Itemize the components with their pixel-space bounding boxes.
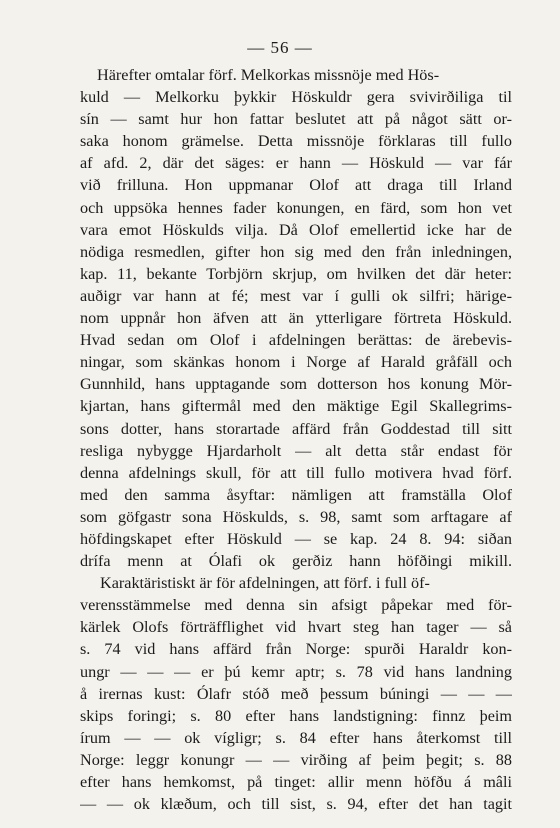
- text-line: resliga nybygge Hjardarholt — alt detta står endast för: [80, 441, 512, 460]
- text-line: við frilluna. Hon uppmanar Olof att draga till Irland: [80, 176, 512, 195]
- text-line: nödiga resmedlen, gifter hon sig med den från inledningen,: [80, 242, 512, 261]
- text-line: verensstämmelse med denna sin afsigt påpekar med för-: [80, 596, 512, 615]
- page-number: — 56 —: [247, 38, 313, 57]
- text-line: Norge: leggr konungr — — virðing af þeim þegit; s. 88: [80, 750, 512, 769]
- text-line: Härefter omtalar förf. Melkorkas missnöje med Hös-: [97, 66, 440, 84]
- text-line: kärlek Olofs förträfflighet vid hvart steg han tager — så: [80, 618, 512, 637]
- text-line: Hvad sedan om Olof i afdelningen berättas: de ärebevis-: [80, 331, 512, 350]
- text-line: Gunnhild, hans upptagande som dotterson hos konung Mör-: [80, 375, 512, 394]
- text-line: nom uppnår hon äfven att än ytterligare förtreta Höskuld.: [80, 309, 512, 328]
- text-line: skips foringi; s. 80 efter hans landstigning: finnz þeim: [80, 706, 512, 725]
- text-line: å irernas kust: Ólafr stóð með þessum búningi — — —: [80, 684, 512, 703]
- text-line: med den samma åsyftar: nämligen att framställa Olof: [80, 485, 512, 504]
- text-line: Karaktäristiskt är för afdelningen, att förf. i full öf-: [100, 574, 430, 593]
- body-text: [80, 64, 512, 815]
- text-line: ningar, som skänkas honom i Norge af Harald gråfäll och: [80, 353, 512, 372]
- text-line: írum — — ok vígligr; s. 84 efter hans återkomst till: [80, 728, 512, 747]
- text-line: höfdingskapet efter Höskuld — se kap. 24 8. 94: siðan: [80, 529, 512, 548]
- text-line: kjartan, hans giftermål med den mäktige Egil Skallegrims-: [80, 397, 512, 416]
- text-line: auðigr var hann at fé; mest var í gulli ok silfri; härige-: [80, 286, 512, 305]
- text-line: sons dotter, hans storartade affärd från Goddestad till sitt: [80, 419, 512, 438]
- text-line: kap. 11, bekante Torbjörn skrjup, om hvilken det där heter:: [80, 264, 512, 283]
- text-line: af afd. 2, där det säges: er hann — Höskuld — var fár: [80, 154, 512, 173]
- text-line: denna afdelnings skull, för att till fullo motivera hvad förf.: [80, 463, 512, 482]
- text-line: sín — samt hur hon fattar beslutet att på något sätt or-: [80, 110, 512, 129]
- text-line: efter hans hemkomst, på tinget: allir menn höfðu á mâli: [80, 773, 512, 791]
- text-line: drífa menn at Ólafi ok gerðiz hann höfðingi mikill.: [80, 552, 512, 571]
- text-line: — — ok klæðum, och till sist, s. 94, efter det han tagit: [80, 795, 512, 814]
- text-line: s. 74 vid hans affärd från Norge: spurði Haraldr kon-: [80, 640, 512, 659]
- text-line: kuld — Melkorku þykkir Höskuldr gera svivirðiliga til: [80, 88, 512, 107]
- text-line: saka honom grämelse. Detta missnöje förklaras till fullo: [80, 132, 512, 151]
- text-line: och uppsöka hennes fader konungen, en färd, som hon vet: [80, 198, 512, 217]
- text-line: vara emot Höskulds vilja. Då Olof emellertid icke har de: [80, 220, 512, 239]
- text-line: som göfgastr sona Höskulds, s. 98, samt som arftagare af: [80, 507, 512, 526]
- text-line: ungr — — — er þú kemr aptr; s. 78 vid hans landning: [80, 662, 512, 681]
